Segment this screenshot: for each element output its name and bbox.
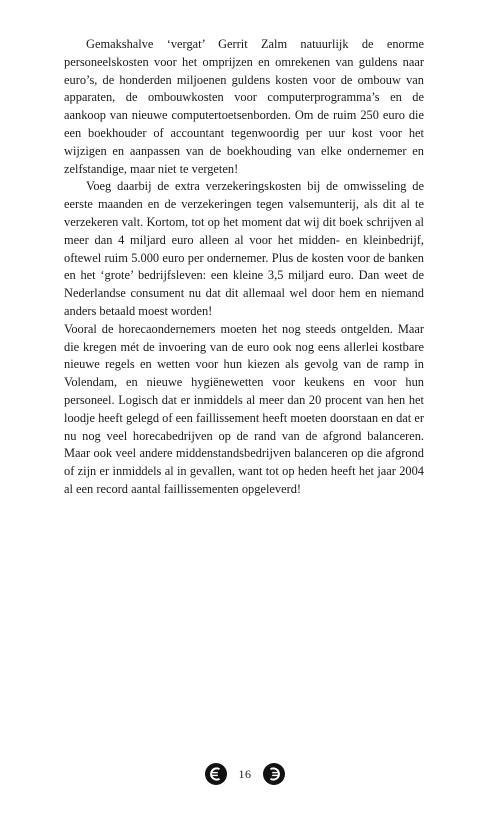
body-text	[64, 36, 424, 499]
paragraph-1: Gemakshalve ‘vergat’ Gerrit Zalm natuurlijk de enorme personeelskosten voor het omprijzen en omrekenen van guldens naar euro’s, de honderden miljoenen guldens kosten voor de ombouw van apparaten, de ombouwkosten voor computerprogramma’s en de aankoop van nieuwe computertoetsenborden. Om de ruim 250 euro die een boekhouder of accountant tegenwoordig per uur kost voor het wijzigen en aanpassen van de boekhouding van elke ondernemer en zelfstandige, maar niet te vergeten!	[64, 37, 424, 176]
page-footer	[0, 762, 490, 786]
euro-ornament-left-icon	[205, 763, 227, 785]
euro-ornament-right-icon	[263, 763, 285, 785]
paragraph-2: Voeg daarbij de extra verzekeringskosten bij de omwisseling de eerste maanden en de verzekeringen tegen valsemunterij, als dit al te verzekeren valt. Kortom, tot op het moment dat wij dit boek schrijven al meer dan 4 miljard euro alleen al voor het midden- en kleinbedrijf, oftewel ruim 5.000 euro per ondernemer. Plus de kosten voor de banken en het ‘grote’ bedrijfsleven: een kleine 3,5 miljard euro. Dan weet de Nederlandse consument nu dat dit allemaal wel door hem en niemand anders betaald moest worden!	[64, 179, 424, 318]
paragraph-3: Vooral de horecaondernemers moeten het nog steeds ontgelden. Maar die kregen mét de invoering van de euro ook nog eens allerlei kostbare nieuwe regels en wetten voor hun kiezen als gevolg van de ramp in Volendam, en nieuwe hygiënewetten voor keukens en voor hun personeel. Logisch dat er inmiddels al meer dan 20 procent van hen het loodje heeft gelegd of een faillissement heeft moeten doorstaan en dat er nu nog veel horecabedrijven op de rand van de afgrond balanceren. Maar ook veel andere middenstandsbedrijven balanceren op die afgrond of zijn er inmiddels al in gevallen, want tot op heden heeft het jaar 2004 al een record aantal faillissementen opgeleverd!	[64, 321, 424, 496]
page-number: 16	[238, 766, 252, 781]
